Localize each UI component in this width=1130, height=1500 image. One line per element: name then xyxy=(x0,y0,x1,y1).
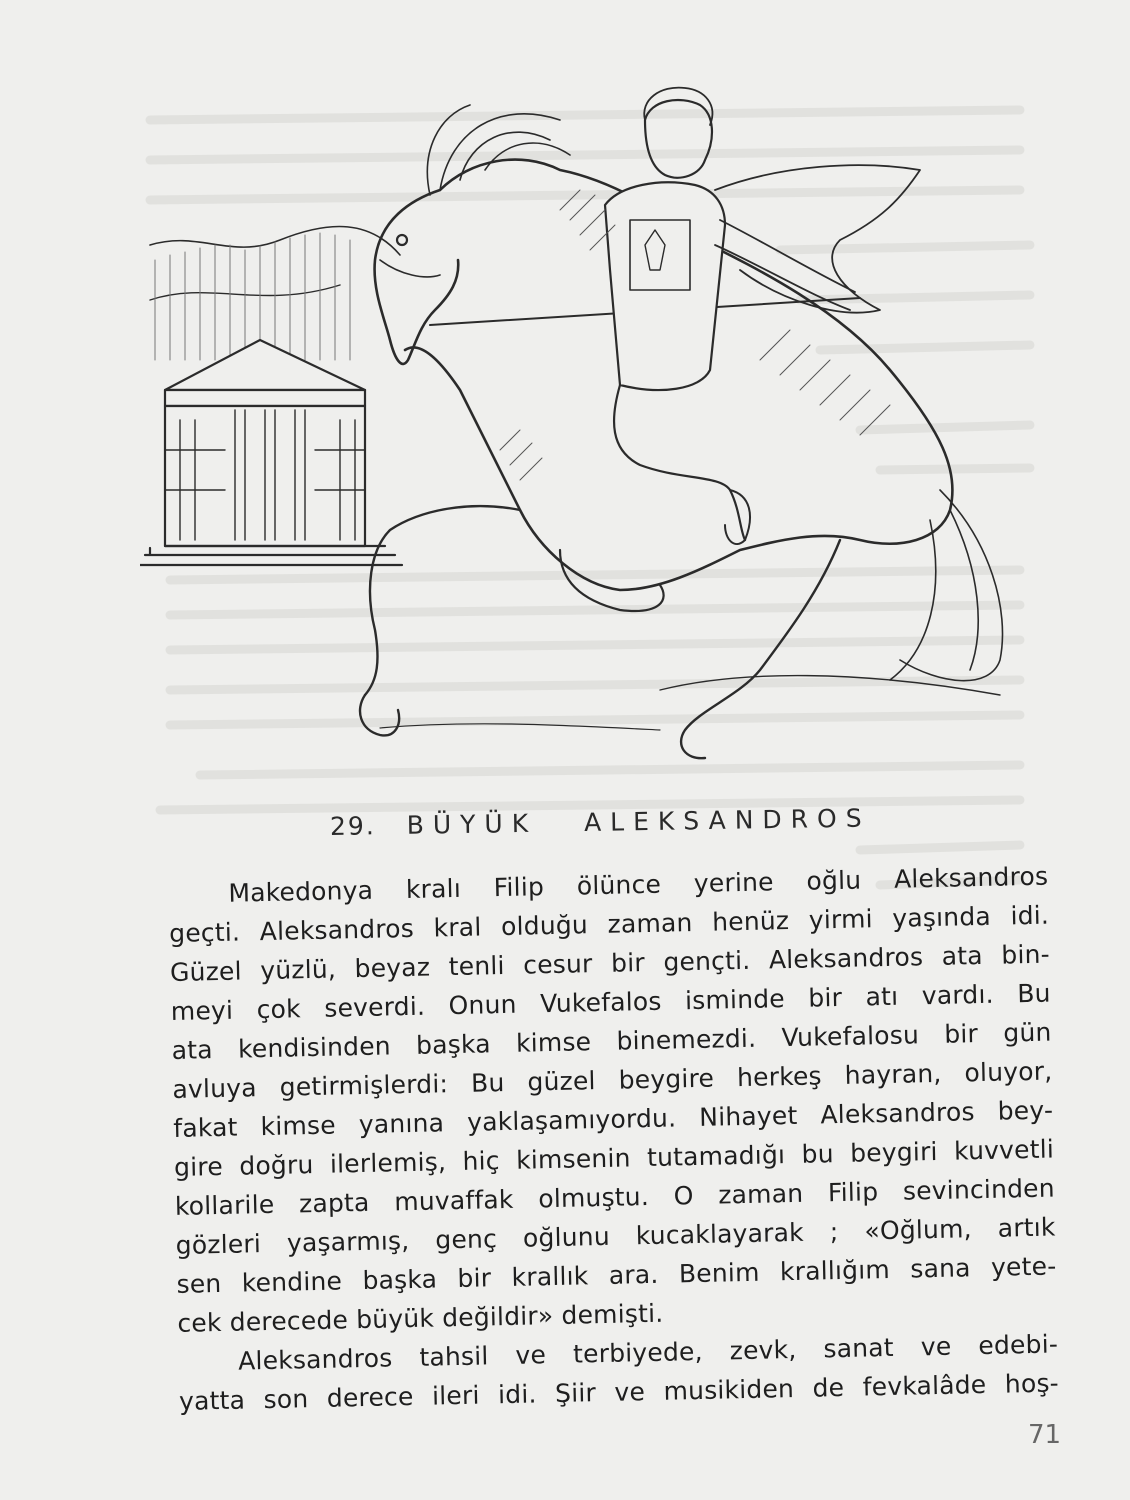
text-line: avluya getirmişlerdi: Bu güzel beygire herkeş hayran, oluyor, xyxy=(172,1056,1053,1104)
text-line: meyi çok severdi. Onun Vukefalos isminde bir atı vardı. Bu xyxy=(170,978,1051,1026)
text-line: fakat kimse yanına yaklaşamıyordu. Nihayet Aleksandros bey- xyxy=(173,1095,1054,1143)
horse-rider-illustration xyxy=(140,70,1040,770)
text-line: sen kendine başka bir krallık ara. Benim krallığım sana yete- xyxy=(176,1251,1057,1299)
text-line: yatta son derece ileri idi. Şiir ve musikiden de fevkalâde hoş- xyxy=(178,1368,1060,1416)
chapter-number: 29. xyxy=(329,811,376,841)
text-line: Aleksandros tahsil ve terbiyede, zevk, sanat ve edebi- xyxy=(237,1329,1059,1376)
text-line: gözleri yaşarmış, genç oğlunu kucaklayarak ; «Oğlum, artık xyxy=(175,1212,1056,1260)
text-line: Makedonya kralı Filip ölünce yerine oğlu Aleksandros xyxy=(228,861,1049,908)
text-line: Güzel yüzlü, beyaz tenli cesur bir gençti. Aleksandros ata bin- xyxy=(169,939,1051,987)
page-number: 71 xyxy=(1028,1420,1062,1450)
text-line: gire doğru ilerlemiş, hiç kimsenin tutamadığı bu beygiri kuvvetli xyxy=(173,1134,1055,1182)
chapter-body xyxy=(168,857,1059,1421)
text-line: geçti. Aleksandros kral olduğu zaman henüz yirmi yaşında idi. xyxy=(168,900,1050,948)
text-line: ata kendisinden başka kimse binemezdi. Vukefalosu bir gün xyxy=(171,1017,1052,1065)
chapter-title-word: BÜYÜK xyxy=(406,808,538,840)
text-line: cek derecede büyük değildir» demişti. xyxy=(177,1298,664,1338)
text-line: kollarile zapta muvaffak olmuştu. O zaman Filip sevincinden xyxy=(174,1173,1056,1221)
chapter-title-word: ALEKSANDROS xyxy=(583,803,871,838)
